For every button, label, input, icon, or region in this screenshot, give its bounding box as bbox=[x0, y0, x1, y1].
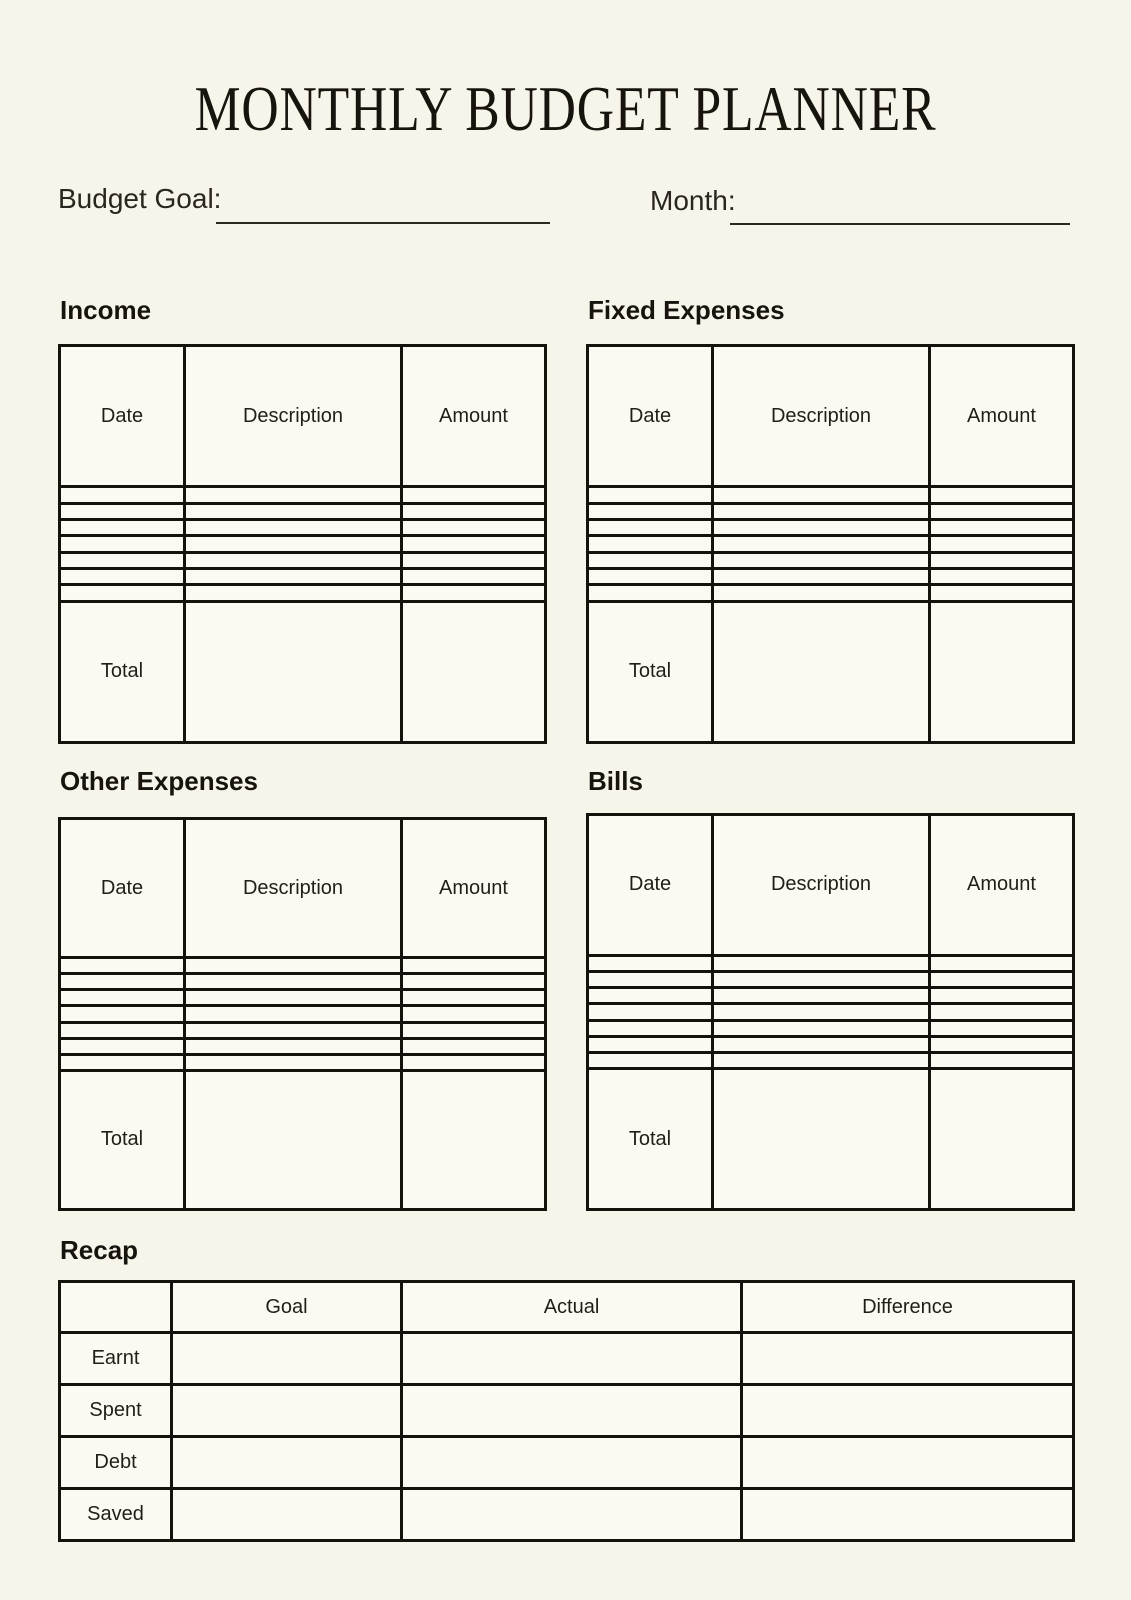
cell-amount[interactable] bbox=[402, 552, 546, 568]
cell-description[interactable] bbox=[713, 536, 930, 552]
cell-date[interactable] bbox=[588, 536, 713, 552]
cell-amount[interactable] bbox=[402, 958, 546, 974]
bills-grid bbox=[586, 813, 1075, 1211]
column-header-amount: Amount bbox=[402, 819, 546, 958]
total-row bbox=[588, 601, 1074, 742]
total-row bbox=[60, 601, 546, 742]
column-header-actual: Actual bbox=[402, 1282, 742, 1333]
cell-date[interactable] bbox=[60, 990, 185, 1006]
table-row bbox=[60, 990, 546, 1006]
cell-description[interactable] bbox=[713, 552, 930, 568]
table-row bbox=[588, 520, 1074, 536]
table-row bbox=[588, 568, 1074, 584]
cell-date[interactable] bbox=[588, 971, 713, 987]
cell-date[interactable] bbox=[60, 958, 185, 974]
income-grid bbox=[58, 344, 547, 744]
cell-date[interactable] bbox=[60, 568, 185, 584]
fixed-expenses-table bbox=[586, 344, 1072, 744]
cell-date[interactable] bbox=[60, 1022, 185, 1038]
budget-goal-label: Budget Goal: bbox=[58, 183, 222, 214]
cell-goal[interactable] bbox=[172, 1385, 402, 1437]
total-amount-cell[interactable] bbox=[402, 1070, 546, 1209]
table-row bbox=[60, 1006, 546, 1022]
table-row bbox=[60, 487, 546, 503]
recap-row-saved bbox=[60, 1489, 1074, 1541]
cell-amount[interactable] bbox=[402, 974, 546, 990]
table-row bbox=[60, 974, 546, 990]
cell-date[interactable] bbox=[588, 955, 713, 971]
column-header-amount: Amount bbox=[930, 346, 1074, 487]
cell-goal[interactable] bbox=[172, 1489, 402, 1541]
table-row bbox=[60, 1022, 546, 1038]
table-row bbox=[60, 568, 546, 584]
month-label: Month: bbox=[650, 185, 736, 216]
total-amount-cell[interactable] bbox=[402, 601, 546, 742]
table-row bbox=[60, 585, 546, 601]
cell-date[interactable] bbox=[588, 568, 713, 584]
cell-amount[interactable] bbox=[402, 990, 546, 1006]
section-heading-bills: Bills bbox=[588, 766, 643, 796]
table-row bbox=[588, 552, 1074, 568]
cell-description[interactable] bbox=[185, 520, 402, 536]
column-header-goal: Goal bbox=[172, 1282, 402, 1333]
cell-actual[interactable] bbox=[402, 1385, 742, 1437]
cell-amount[interactable] bbox=[930, 1036, 1074, 1052]
table-row bbox=[60, 958, 546, 974]
table-row bbox=[60, 536, 546, 552]
table-row bbox=[588, 585, 1074, 601]
column-header-amount: Amount bbox=[930, 815, 1074, 956]
recap-row-earnt bbox=[60, 1333, 1074, 1385]
recap-grid bbox=[58, 1280, 1075, 1542]
column-header-description: Description bbox=[185, 819, 402, 958]
cell-amount[interactable] bbox=[402, 536, 546, 552]
cell-description[interactable] bbox=[713, 1004, 930, 1020]
table-row bbox=[588, 988, 1074, 1004]
cell-date[interactable] bbox=[588, 487, 713, 503]
cell-difference[interactable] bbox=[742, 1333, 1074, 1385]
cell-description[interactable] bbox=[185, 503, 402, 519]
cell-date[interactable] bbox=[60, 585, 185, 601]
total-description-cell[interactable] bbox=[713, 601, 930, 742]
row-label: Earnt bbox=[60, 1333, 172, 1385]
cell-difference[interactable] bbox=[742, 1385, 1074, 1437]
column-header-description: Description bbox=[713, 815, 930, 956]
table-row bbox=[588, 536, 1074, 552]
cell-amount[interactable] bbox=[402, 487, 546, 503]
total-label: Total bbox=[588, 601, 713, 742]
total-description-cell[interactable] bbox=[185, 601, 402, 742]
cell-description[interactable] bbox=[185, 1054, 402, 1070]
cell-description[interactable] bbox=[185, 990, 402, 1006]
column-header-date: Date bbox=[588, 346, 713, 487]
cell-description[interactable] bbox=[713, 971, 930, 987]
cell-amount[interactable] bbox=[930, 487, 1074, 503]
cell-amount[interactable] bbox=[402, 503, 546, 519]
total-amount-cell[interactable] bbox=[930, 601, 1074, 742]
cell-amount[interactable] bbox=[930, 552, 1074, 568]
cell-description[interactable] bbox=[713, 1052, 930, 1068]
cell-amount[interactable] bbox=[402, 585, 546, 601]
cell-amount[interactable] bbox=[930, 955, 1074, 971]
table-row bbox=[588, 487, 1074, 503]
cell-date[interactable] bbox=[60, 974, 185, 990]
total-label: Total bbox=[588, 1069, 713, 1210]
cell-date[interactable] bbox=[60, 1006, 185, 1022]
cell-amount[interactable] bbox=[930, 568, 1074, 584]
table-row bbox=[588, 1036, 1074, 1052]
cell-description[interactable] bbox=[713, 520, 930, 536]
table-row bbox=[588, 1020, 1074, 1036]
cell-amount[interactable] bbox=[402, 1022, 546, 1038]
cell-description[interactable] bbox=[185, 974, 402, 990]
total-row bbox=[588, 1069, 1074, 1210]
cell-description[interactable] bbox=[185, 585, 402, 601]
cell-date[interactable] bbox=[588, 503, 713, 519]
cell-description[interactable] bbox=[185, 958, 402, 974]
page-title: MONTHLY BUDGET PLANNER bbox=[194, 74, 937, 144]
column-header-description: Description bbox=[185, 346, 402, 487]
total-label: Total bbox=[60, 1070, 185, 1209]
cell-amount[interactable] bbox=[402, 568, 546, 584]
cell-actual[interactable] bbox=[402, 1437, 742, 1489]
column-header-date: Date bbox=[588, 815, 713, 956]
column-header-difference: Difference bbox=[742, 1282, 1074, 1333]
cell-goal[interactable] bbox=[172, 1333, 402, 1385]
cell-date[interactable] bbox=[588, 1020, 713, 1036]
cell-date[interactable] bbox=[60, 536, 185, 552]
table-row bbox=[588, 1052, 1074, 1068]
cell-amount[interactable] bbox=[930, 1052, 1074, 1068]
cell-date[interactable] bbox=[60, 520, 185, 536]
cell-date[interactable] bbox=[588, 1004, 713, 1020]
cell-description[interactable] bbox=[185, 536, 402, 552]
cell-description[interactable] bbox=[713, 503, 930, 519]
cell-date[interactable] bbox=[60, 1054, 185, 1070]
cell-date[interactable] bbox=[588, 520, 713, 536]
cell-amount[interactable] bbox=[930, 988, 1074, 1004]
section-heading-other-expenses: Other Expenses bbox=[60, 766, 258, 796]
cell-description[interactable] bbox=[185, 568, 402, 584]
cell-difference[interactable] bbox=[742, 1489, 1074, 1541]
cell-description[interactable] bbox=[185, 552, 402, 568]
cell-amount[interactable] bbox=[930, 536, 1074, 552]
cell-goal[interactable] bbox=[172, 1437, 402, 1489]
section-heading-recap: Recap bbox=[60, 1235, 139, 1265]
table-row bbox=[60, 520, 546, 536]
column-header-blank bbox=[60, 1282, 172, 1333]
cell-description[interactable] bbox=[713, 487, 930, 503]
budget-goal-input-line[interactable] bbox=[216, 222, 550, 224]
fixed-expenses-grid bbox=[586, 344, 1075, 744]
cell-amount[interactable] bbox=[930, 1020, 1074, 1036]
cell-description[interactable] bbox=[185, 1022, 402, 1038]
cell-amount[interactable] bbox=[402, 520, 546, 536]
cell-amount[interactable] bbox=[930, 1004, 1074, 1020]
cell-difference[interactable] bbox=[742, 1437, 1074, 1489]
bills-table bbox=[586, 813, 1072, 1211]
cell-description[interactable] bbox=[713, 955, 930, 971]
other-expenses-table bbox=[58, 817, 544, 1211]
cell-description[interactable] bbox=[185, 487, 402, 503]
cell-amount[interactable] bbox=[930, 971, 1074, 987]
total-amount-cell[interactable] bbox=[930, 1069, 1074, 1210]
cell-date[interactable] bbox=[60, 1038, 185, 1054]
cell-description[interactable] bbox=[713, 988, 930, 1004]
cell-amount[interactable] bbox=[930, 503, 1074, 519]
column-header-description: Description bbox=[713, 346, 930, 487]
total-label: Total bbox=[60, 601, 185, 742]
cell-date[interactable] bbox=[60, 503, 185, 519]
cell-date[interactable] bbox=[60, 552, 185, 568]
cell-description[interactable] bbox=[713, 568, 930, 584]
cell-amount[interactable] bbox=[930, 520, 1074, 536]
row-label: Spent bbox=[60, 1385, 172, 1437]
cell-date[interactable] bbox=[60, 487, 185, 503]
cell-amount[interactable] bbox=[402, 1006, 546, 1022]
header-row bbox=[588, 346, 1074, 487]
cell-actual[interactable] bbox=[402, 1489, 742, 1541]
recap-row-spent bbox=[60, 1385, 1074, 1437]
total-description-cell[interactable] bbox=[713, 1069, 930, 1210]
cell-description[interactable] bbox=[713, 1020, 930, 1036]
recap-table bbox=[58, 1280, 1072, 1542]
recap-row-debt bbox=[60, 1437, 1074, 1489]
row-label: Saved bbox=[60, 1489, 172, 1541]
cell-description[interactable] bbox=[713, 585, 930, 601]
header-row bbox=[60, 1282, 1074, 1333]
header-row bbox=[60, 819, 546, 958]
cell-date[interactable] bbox=[588, 552, 713, 568]
table-row bbox=[588, 955, 1074, 971]
income-table bbox=[58, 344, 544, 744]
cell-date[interactable] bbox=[588, 1036, 713, 1052]
section-heading-fixed-expenses: Fixed Expenses bbox=[588, 295, 785, 325]
cell-amount[interactable] bbox=[402, 1054, 546, 1070]
column-header-amount: Amount bbox=[402, 346, 546, 487]
cell-description[interactable] bbox=[185, 1006, 402, 1022]
table-row bbox=[588, 971, 1074, 987]
cell-date[interactable] bbox=[588, 585, 713, 601]
section-heading-income: Income bbox=[60, 295, 152, 325]
cell-description[interactable] bbox=[713, 1036, 930, 1052]
total-row bbox=[60, 1070, 546, 1209]
cell-amount[interactable] bbox=[402, 1038, 546, 1054]
table-row bbox=[60, 552, 546, 568]
row-label: Debt bbox=[60, 1437, 172, 1489]
table-row bbox=[60, 1054, 546, 1070]
cell-date[interactable] bbox=[588, 1052, 713, 1068]
column-header-date: Date bbox=[60, 346, 185, 487]
cell-actual[interactable] bbox=[402, 1333, 742, 1385]
column-header-date: Date bbox=[60, 819, 185, 958]
month-input-line[interactable] bbox=[730, 223, 1070, 225]
other-expenses-grid bbox=[58, 817, 547, 1211]
cell-amount[interactable] bbox=[930, 585, 1074, 601]
cell-description[interactable] bbox=[185, 1038, 402, 1054]
table-row bbox=[588, 503, 1074, 519]
header-row bbox=[60, 346, 546, 487]
table-row bbox=[60, 1038, 546, 1054]
table-row bbox=[588, 1004, 1074, 1020]
header-row bbox=[588, 815, 1074, 956]
total-description-cell[interactable] bbox=[185, 1070, 402, 1209]
cell-date[interactable] bbox=[588, 988, 713, 1004]
table-row bbox=[60, 503, 546, 519]
